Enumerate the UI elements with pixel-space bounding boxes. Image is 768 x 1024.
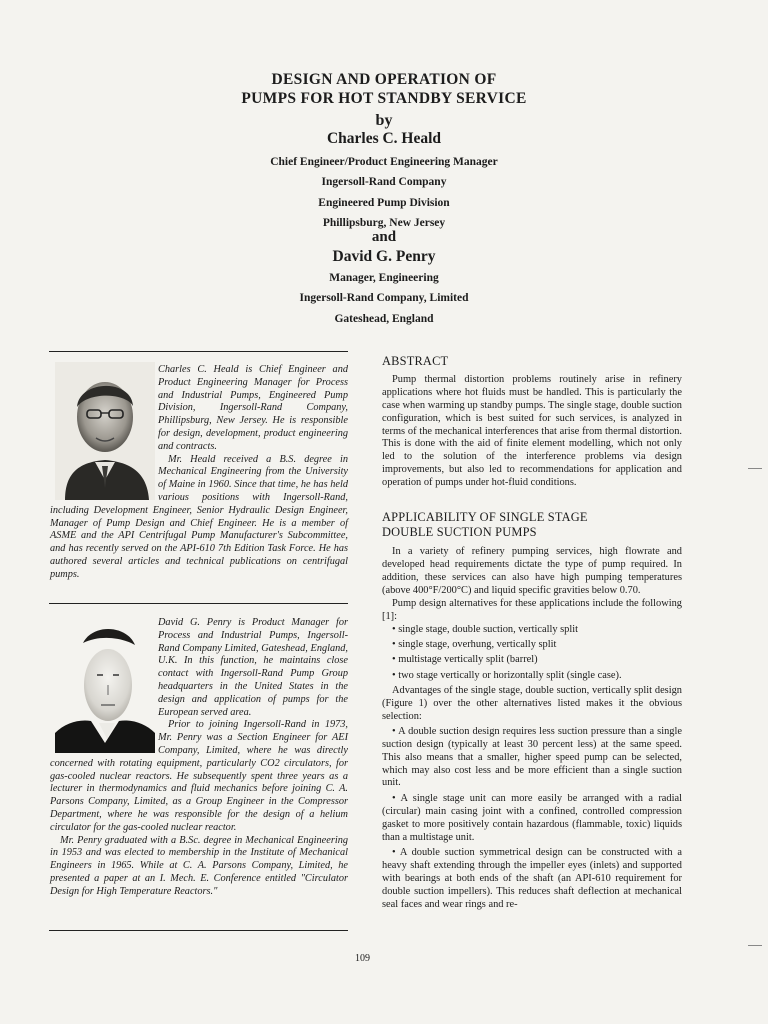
author-1-name: Charles C. Heald bbox=[326, 130, 442, 147]
heald-bio-paragraph-1: Charles C. Heald is Chief Engineer and Product Engineering Manager for Process and Industrial Pumps, Engineered Pump Division, Ingersoll-Rand Company, Phillipsburg, New Jersey. He is responsible for design, development, product engineering and contracts. bbox=[158, 364, 348, 452]
list-item: • multistage vertically split (barrel) bbox=[382, 654, 682, 667]
by-label: by bbox=[375, 112, 393, 129]
section-heading-line-1: APPLICABILITY OF SINGLE STAGE bbox=[382, 510, 588, 525]
author-2-affiliation bbox=[0, 268, 768, 329]
author-2-name: David G. Penry bbox=[332, 248, 436, 265]
margin-mark bbox=[748, 468, 762, 469]
and-label: and bbox=[371, 229, 397, 245]
affiliation-line: Phillipsburg, New Jersey bbox=[322, 217, 446, 230]
margin-mark bbox=[748, 945, 762, 946]
section-paragraph-3: Advantages of the single stage, double suction, vertically split design (Figure 1) over the other alternatives listed makes it the obvious selection: bbox=[382, 685, 682, 722]
bio-top-rule bbox=[49, 351, 348, 352]
bio-bottom-rule bbox=[49, 930, 348, 931]
penry-bio-paragraph-1: David G. Penry is Product Manager for Process and Industrial Pumps, Ingersoll-Rand Company Limited, Gateshead, England, U.K. In this function, he maintains close contact with Ingersoll-Rand Pump Group headquarters in the United States in the design and application of pumps for the European served area. bbox=[158, 617, 348, 718]
list-item: • single stage, overhung, vertically split bbox=[382, 639, 682, 652]
section-paragraph-2: Pump design alternatives for these applications include the following [1]: bbox=[382, 597, 682, 622]
heald-biography bbox=[50, 364, 348, 582]
affiliation-line: Chief Engineer/Product Engineering Manager bbox=[270, 156, 498, 168]
abstract-heading: ABSTRACT bbox=[382, 354, 449, 368]
right-column bbox=[382, 355, 682, 914]
section-paragraph-1: In a variety of refinery pumping services, high flowrate and developed head requirements dictate the type of pump required. In addition, these services can also have high pumping temperatures (above 400°F/200°C) and liquid specific gravities below 0.70. bbox=[382, 546, 682, 596]
title-line-1: DESIGN AND OPERATION OF bbox=[271, 71, 497, 88]
bio-divider-rule bbox=[49, 603, 348, 604]
affiliation-line: Ingersoll-Rand Company bbox=[321, 176, 447, 189]
advantages-list bbox=[382, 726, 682, 912]
penry-bio-paragraph-2: Prior to joining Ingersoll-Rand in 1973, Mr. Penry was a Section Engineer for AEI Company, Limited, where he was directly concerned with rotating equipment, particularly CO2 circulators, for gas-cooled nuclear reactors. He subsequently spent three years as a lecturer in thermodynamics and fluid mechanics before joining C. A. Parsons Company, Limited, as a Group Engineer in the Compressor Department, where he was responsible for the design of a helium circulator for the gas-cooled nuclear reactor. bbox=[50, 719, 348, 833]
affiliation-line: Engineered Pump Division bbox=[318, 196, 450, 209]
penry-biography bbox=[50, 617, 348, 899]
list-item: • single stage, double suction, vertically split bbox=[382, 624, 682, 637]
section-heading bbox=[382, 510, 682, 540]
paper-title bbox=[0, 70, 768, 108]
abstract-text: Pump thermal distortion problems routinely arise in refinery applications where hot fluids must be handled. This is particularly the case when warming up standby pumps. The single stage, double suction configuration, which is best suited for such services, is analyzed in terms of the mechanical interferences that arise from thermal distortion. This is done with the aid of finite element modelling, which not only led to the solution of the interference problems via design improvements, but also led to recommendations for application and operation of pumps under hot-fluid conditions. bbox=[382, 373, 682, 489]
advantage-item: • A double suction design requires less suction pressure than a single suction design (typically at least 30 percent less) at the same speed. This also means that a smaller, higher speed pump can be selected, which may also cost less and be more efficient than a single suction unit. bbox=[382, 725, 682, 789]
author-1-affiliation bbox=[0, 152, 768, 234]
affiliation-line: Manager, Engineering bbox=[329, 272, 439, 284]
penry-bio-paragraph-3: Mr. Penry graduated with a B.Sc. degree in Mechanical Engineering in 1953 and was elected to membership in the Institute of Mechanical Engineers in 1965. While at C. A. Parsons Company, Limited, he presented a paper at an I. Mech. E. Conference entitled "Circulator Design for High Temperature Reactors." bbox=[50, 834, 348, 897]
heald-bio-paragraph-2: Mr. Heald received a B.S. degree in Mechanical Engineering from the University of Maine in 1960. Since that time, he has held various positions with Ingersoll-Rand, including Development Engineer, Senior Hydraulic Design Engineer, Manager of Pump Design and Chief Engineer. He is a member of ASME and the API Centrifugal Pump Manufacturer's Subcommittee, and has recently served on the API-610 7th Edition Task Force. He has authored several articles and technical publications on centrifugal pumps. bbox=[50, 453, 348, 580]
list-item: • two stage vertically or horizontally split (single case). bbox=[382, 670, 682, 683]
page-number: 109 bbox=[355, 953, 370, 964]
affiliation-line: Gateshead, England bbox=[334, 312, 434, 325]
advantage-item: • A double suction symmetrical design can be constructed with a heavy shaft extending through the impeller eyes (inlets) and supported with bearings at both ends of the shaft (an API-610 requirement for double suction impellers). This reduces shaft deflection at mechanical seal faces and wear rings and re- bbox=[382, 847, 682, 910]
advantage-item: • A single stage unit can more easily be arranged with a radial (circular) main casing joint with a confined, controlled compression gasket to more positively contain hazardous (flammable, toxic) liquids than a multistage unit. bbox=[382, 792, 682, 843]
design-alternatives-list bbox=[382, 624, 682, 683]
affiliation-line: Ingersoll-Rand Company, Limited bbox=[299, 292, 469, 305]
section-heading-line-2: DOUBLE SUCTION PUMPS bbox=[382, 525, 537, 540]
title-line-2: PUMPS FOR HOT STANDBY SERVICE bbox=[241, 90, 527, 107]
